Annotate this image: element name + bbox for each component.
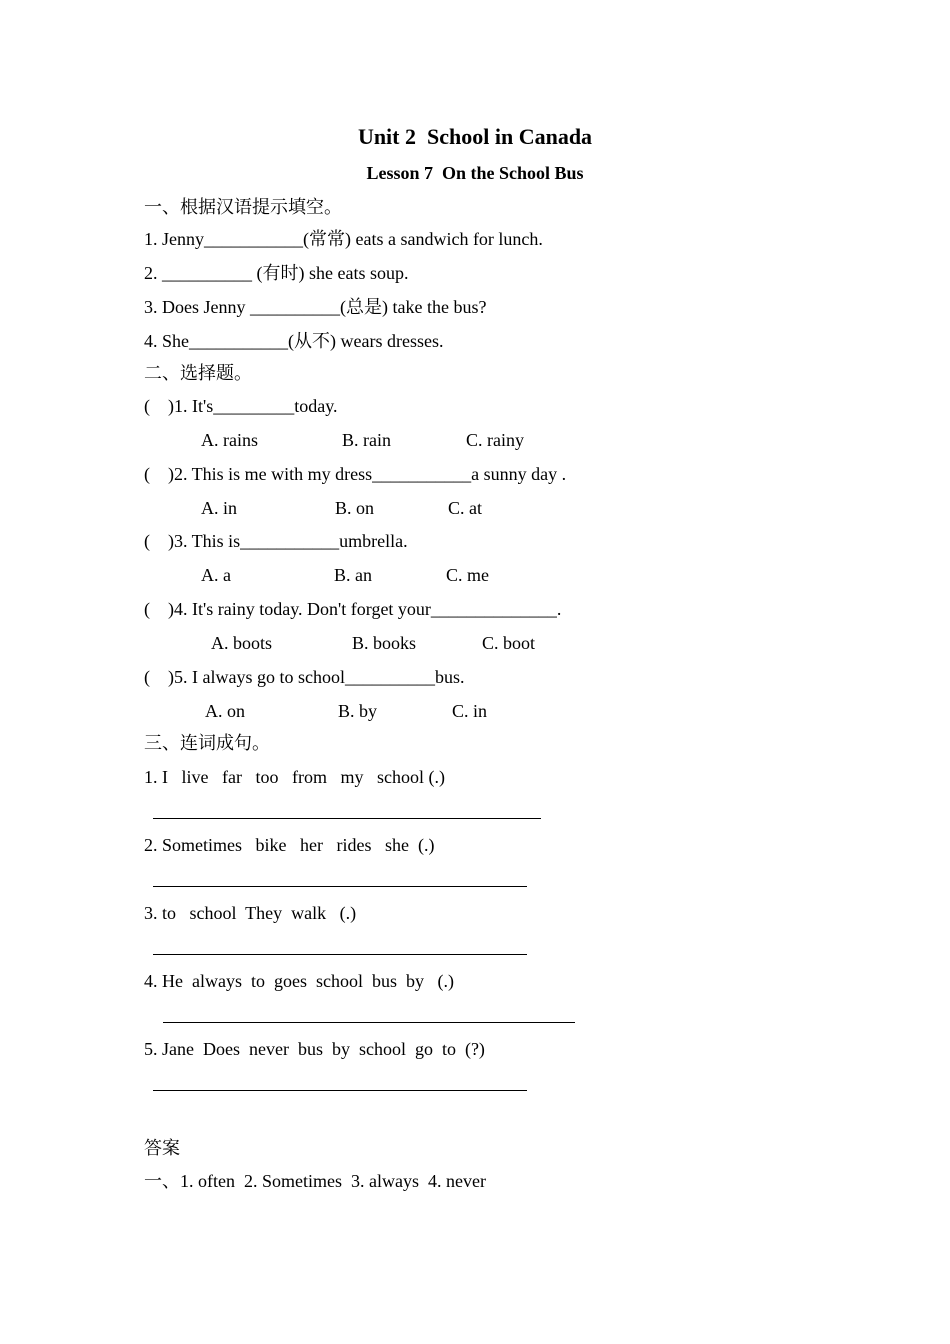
- fill-blank-item: 1. Jenny___________(常常) eats a sandwich for lunch.: [144, 229, 543, 249]
- section-heading-fill-blanks: 一、根据汉语提示填空。: [144, 197, 342, 217]
- answers-section1: 一、1. often 2. Sometimes 3. always 4. never: [144, 1171, 486, 1191]
- option-b: B. an: [334, 565, 372, 585]
- option-c: C. me: [446, 565, 489, 585]
- option-a: A. on: [205, 701, 245, 721]
- answer-line: [153, 818, 541, 819]
- question-stem: ( )1. It's_________today.: [144, 396, 338, 416]
- option-b: B. by: [338, 701, 378, 721]
- section-heading-multiple-choice: 二、选择题。: [144, 363, 252, 383]
- question-stem: ( )5. I always go to school__________bus.: [144, 667, 465, 687]
- section-heading-sentence-building: 三、连词成句。: [144, 733, 270, 753]
- answer-line: [163, 1022, 575, 1023]
- lesson-subtitle: Lesson 7 On the School Bus: [366, 163, 584, 183]
- option-a: A. boots: [211, 633, 273, 653]
- word-order-item: 5. Jane Does never bus by school go to (?): [144, 1039, 485, 1059]
- option-c: C. at: [448, 498, 482, 518]
- fill-blank-item: 2. __________ (有时) she eats soup.: [144, 263, 409, 283]
- word-order-item: 1. I live far too from my school (.): [144, 767, 445, 787]
- option-a: A. rains: [201, 430, 258, 450]
- answer-line: [153, 954, 527, 955]
- option-b: B. on: [335, 498, 375, 518]
- option-b: B. books: [352, 633, 417, 653]
- word-order-item: 4. He always to goes school bus by (.): [144, 971, 454, 991]
- question-stem: ( )4. It's rainy today. Don't forget your______________.: [144, 599, 562, 619]
- option-a: A. a: [201, 565, 231, 585]
- option-b: B. rain: [342, 430, 391, 450]
- fill-blank-item: 4. She___________(从不) wears dresses.: [144, 331, 444, 351]
- answers-heading: 答案: [144, 1138, 180, 1158]
- document-title: Unit 2 School in Canada: [357, 124, 593, 149]
- option-c: C. rainy: [466, 430, 524, 450]
- word-order-item: 2. Sometimes bike her rides she (.): [144, 835, 435, 855]
- word-order-item: 3. to school They walk (.): [144, 903, 357, 923]
- answer-line: [153, 1090, 527, 1091]
- question-stem: ( )3. This is___________umbrella.: [144, 531, 408, 551]
- option-c: C. boot: [482, 633, 536, 653]
- option-c: C. in: [452, 701, 488, 721]
- option-a: A. in: [201, 498, 237, 518]
- question-stem: ( )2. This is me with my dress___________a sunny day .: [144, 464, 567, 484]
- answer-line: [153, 886, 527, 887]
- fill-blank-item: 3. Does Jenny __________(总是) take the bus?: [144, 297, 487, 317]
